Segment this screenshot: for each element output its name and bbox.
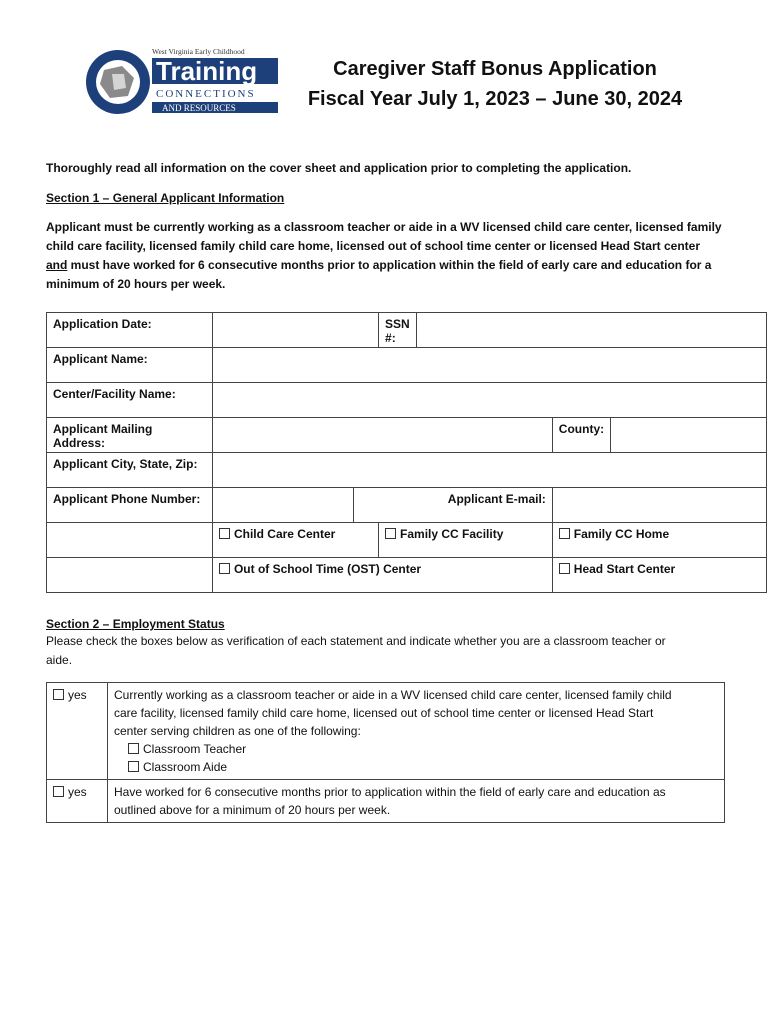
checkbox-icon[interactable] — [219, 528, 230, 539]
applicant-name-label: Applicant Name: — [47, 348, 213, 383]
title-line-2: Fiscal Year July 1, 2023 – June 30, 2024 — [307, 88, 683, 110]
facility-name-label: Center/Facility Name: — [47, 383, 213, 418]
checkbox-icon[interactable] — [219, 563, 230, 574]
checkbox-icon[interactable] — [128, 743, 139, 754]
classroom-teacher-option[interactable]: Classroom Teacher — [114, 740, 718, 758]
city-state-zip-label: Applicant City, State, Zip: — [47, 453, 213, 488]
ssn-label: SSN #: — [379, 313, 417, 348]
checkbox-icon[interactable] — [53, 689, 64, 700]
section1-heading: Section 1 – General Applicant Information — [46, 191, 285, 205]
status-checkbox-2[interactable]: yes — [47, 780, 108, 823]
checkbox-ost-center[interactable]: Out of School Time (OST) Center — [212, 558, 552, 593]
employment-status-table — [46, 682, 725, 823]
logo-main-text: Training — [156, 56, 258, 86]
phone-input[interactable] — [212, 488, 353, 523]
facility-name-input[interactable] — [212, 383, 766, 418]
applicant-name-input[interactable] — [212, 348, 766, 383]
checkbox-head-start[interactable]: Head Start Center — [552, 558, 766, 593]
city-state-zip-input[interactable] — [212, 453, 766, 488]
ssn-input[interactable] — [416, 313, 766, 348]
checkbox-child-care-center[interactable]: Child Care Center — [212, 523, 378, 558]
status-checkbox-1[interactable]: yes — [47, 683, 108, 780]
section2-instructions: Please check the boxes below as verification of each statement and indicate whether you are a classroom teacher or aide. — [46, 634, 666, 667]
phone-label: Applicant Phone Number: — [47, 488, 213, 523]
status-statement-2: Have worked for 6 consecutive months prior to application within the field of early care and education as outlined above for a minimum of 20 hours per week. — [108, 780, 725, 823]
section2-heading: Section 2 – Employment Status — [46, 617, 225, 631]
organization-logo — [82, 44, 282, 118]
checkbox-icon[interactable] — [385, 528, 396, 539]
checkbox-family-cc-facility[interactable]: Family CC Facility — [379, 523, 553, 558]
checkbox-icon[interactable] — [559, 528, 570, 539]
intro-text: Thoroughly read all information on the cover sheet and application prior to completing the application. — [46, 161, 632, 175]
logo-sub-text-2: AND RESOURCES — [162, 103, 236, 113]
logo-top-text: West Virginia Early Childhood — [152, 47, 245, 56]
county-input[interactable] — [611, 418, 767, 453]
checkbox-icon[interactable] — [53, 786, 64, 797]
logo-sub-text: CONNECTIONS — [156, 88, 256, 100]
email-input[interactable] — [552, 488, 766, 523]
checkbox-family-cc-home[interactable]: Family CC Home — [552, 523, 766, 558]
status-statement-1: Currently working as a classroom teacher or aide in a WV licensed child care center, licensed family child care facility, licensed family child care home, licensed out of school time center or licensed Head Start center serving children as one of the following: Classroom Teacher Classroom Aide — [108, 683, 725, 780]
application-date-input[interactable] — [212, 313, 378, 348]
document-title — [300, 54, 690, 114]
email-label: Applicant E-mail: — [353, 488, 552, 523]
applicant-info-table — [46, 312, 767, 593]
classroom-aide-option[interactable]: Classroom Aide — [114, 758, 718, 776]
section1-requirements: Applicant must be currently working as a classroom teacher or aide in a WV licensed child care center, licensed family child care facility, licensed family child care home, licensed out of school time center or licensed Head Start center and must have worked for 6 consecutive months prior to application within the field of early care and education for a minimum of 20 hours per week. — [46, 220, 722, 291]
title-line-1: Caregiver Staff Bonus Application — [333, 58, 657, 80]
county-label: County: — [552, 418, 610, 453]
mailing-address-input[interactable] — [212, 418, 552, 453]
application-date-label: Application Date: — [47, 313, 213, 348]
checkbox-icon[interactable] — [559, 563, 570, 574]
mailing-address-label: Applicant Mailing Address: — [47, 418, 213, 453]
checkbox-icon[interactable] — [128, 761, 139, 772]
